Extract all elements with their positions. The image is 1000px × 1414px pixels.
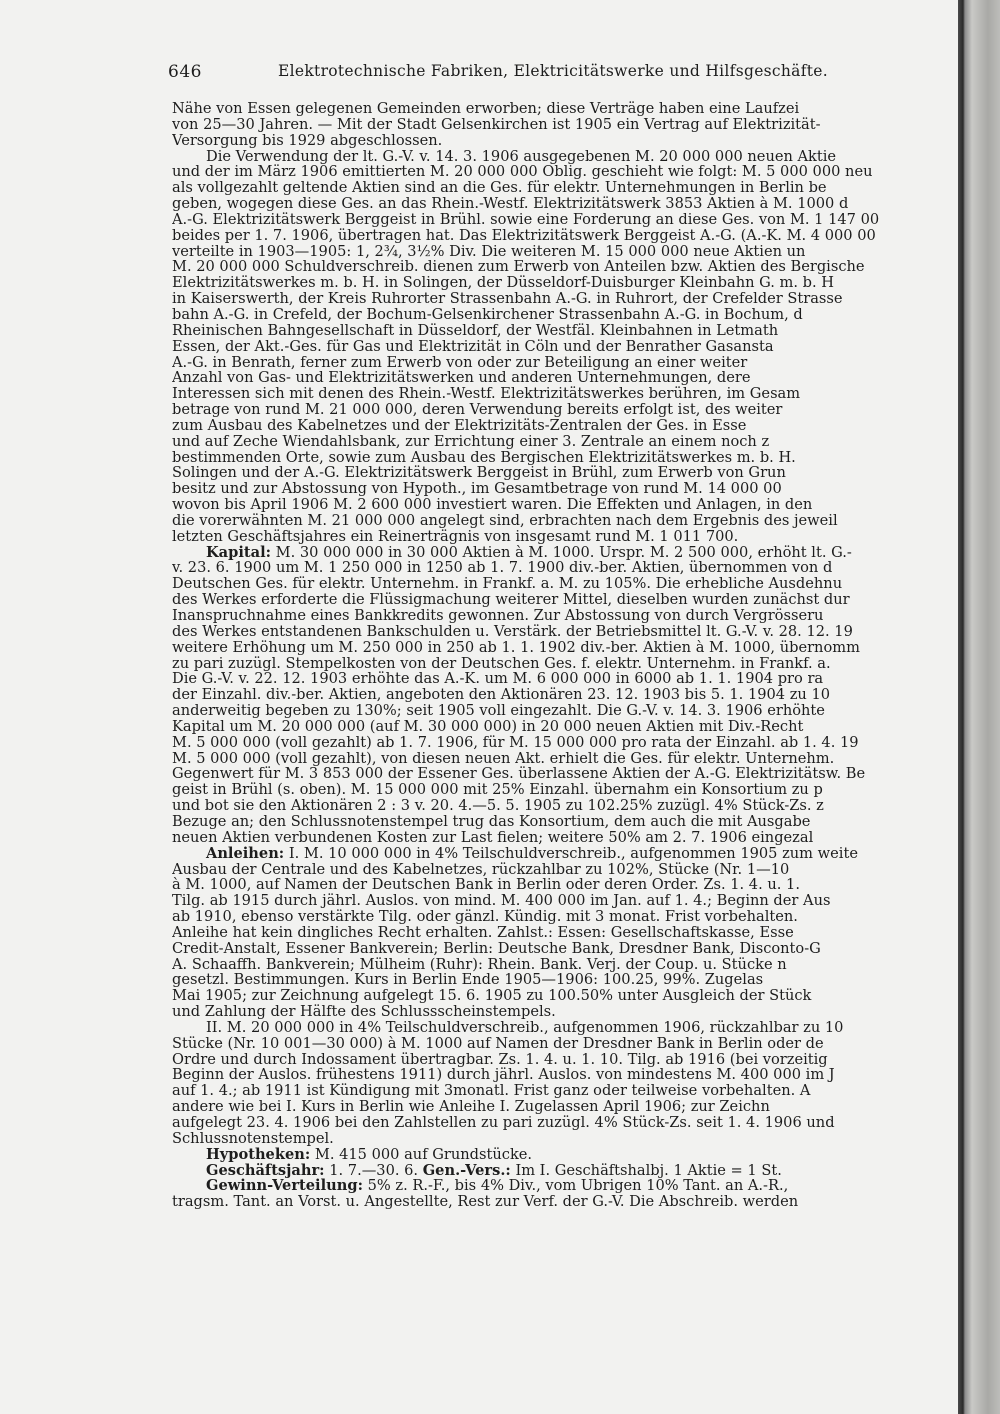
text-line <box>172 640 962 656</box>
text-line <box>172 1163 962 1179</box>
section-label: Kapital: <box>206 544 272 561</box>
text-line <box>172 1147 962 1163</box>
line-text: aufgelegt 23. 4. 1906 bei den Zahlstellen zu pari zuzügl. 4% Stück-Zs. seit 1. 4. 1906 und <box>172 1115 835 1131</box>
text-line <box>172 164 962 180</box>
text-line <box>172 307 962 323</box>
line-text: Schlussnotenstempel. <box>172 1130 334 1147</box>
line-text: Versorgung bis 1929 abgeschlossen. <box>172 132 443 149</box>
line-text: Mai 1905; zur Zeichnung aufgelegt 15. 6. 1905 zu 100.50% unter Ausgleich der Stück <box>172 988 812 1005</box>
section-label: Gen.-Vers.: <box>422 1162 511 1179</box>
text-line <box>172 576 962 592</box>
text-line <box>172 798 962 814</box>
text-line <box>172 909 962 925</box>
text-line <box>172 719 962 735</box>
line-text: geben, wogegen diese Ges. an das Rhein.-Westf. Elektrizitätswerk 3853 Aktien à M. 1000 d <box>172 196 849 212</box>
line-text: Ordre und durch Indossament übertragbar. Zs. 1. 4. u. 1. 10. Tilg. ab 1916 (bei vorzeitig <box>172 1051 828 1068</box>
text-line <box>172 545 962 561</box>
text-line <box>172 893 962 909</box>
line-text: besitz und zur Abstossung von Hypoth., im Gesamtbetrage von rund M. 14 000 00 <box>172 481 782 498</box>
line-text: die vorerwähnten M. 21 000 000 angelegt sind, erbrachten nach dem Ergebnis des jeweil <box>172 512 838 529</box>
text-line <box>172 1020 962 1036</box>
line-text: M. 30 000 000 in 30 000 Aktien à M. 1000. Urspr. M. 2 500 000, erhöht lt. G.- <box>275 544 852 561</box>
text-line <box>172 671 962 687</box>
text-line <box>172 1036 962 1052</box>
text-line <box>172 196 962 212</box>
line-text: des Werkes erforderte die Flüssigmachung weiterer Mittel, dieselben wurden zunächst dur <box>172 592 850 608</box>
line-text: A.-G. Elektrizitätswerk Berggeist in Brühl. sowie eine Forderung an diese Ges. von M. 1 147 00 <box>172 211 880 228</box>
line-text: M. 415 000 auf Grundstücke. <box>314 1146 533 1163</box>
text-line <box>172 656 962 672</box>
text-line <box>172 212 962 228</box>
line-text: beides per 1. 7. 1906, übertragen hat. Das Elektrizitätswerk Berggeist A.-G. (A.-K. M. 4 000 00 <box>172 227 876 244</box>
line-text: geist in Brühl (s. oben). M. 15 000 000 mit 25% Einzahl. übernahm ein Konsortium zu p <box>172 782 823 799</box>
line-text: Nähe von Essen gelegenen Gemeinden erworben; diese Verträge haben eine Laufzei <box>172 101 800 117</box>
text-line <box>172 386 962 402</box>
text-line <box>172 418 962 434</box>
text-line <box>172 291 962 307</box>
line-text: I. M. 10 000 000 in 4% Teilschuldverschreib., aufgenommen 1905 zum weite <box>288 845 858 862</box>
text-line <box>172 481 962 497</box>
text-line <box>172 703 962 719</box>
section-label: Anleihen: <box>206 845 285 862</box>
text-line <box>172 608 962 624</box>
line-text: Solingen und der A.-G. Elektrizitätswerk Berggeist in Brühl, zum Erwerb von Grun <box>172 465 786 482</box>
line-text: anderweitig begeben zu 130%; seit 1905 voll eingezahlt. Die G.-V. v. 14. 3. 1906 erhöhte <box>172 703 825 719</box>
line-text: zum Ausbau des Kabelnetzes und der Elektrizitäts-Zentralen der Ges. in Esse <box>172 417 747 434</box>
line-text: des Werkes entstandenen Bankschulden u. Verstärk. der Betriebsmittel lt. G.-V. v. 28. 12. 19 <box>172 623 853 640</box>
text-line <box>172 735 962 751</box>
body-text <box>172 101 962 1391</box>
text-line <box>172 244 962 260</box>
running-title: Elektrotechnische Fabriken, Elektricitätswerke und Hilfsgeschäfte. <box>278 62 828 80</box>
section-label: Gewinn-Verteilung: <box>206 1178 363 1195</box>
line-text: neuen Aktien verbundenen Kosten zur Last fielen; weitere 50% am 2. 7. 1906 eingezal <box>172 829 814 846</box>
line-text: Anzahl von Gas- und Elektrizitätswerken und anderen Unternehmungen, dere <box>172 370 751 387</box>
line-text: zu pari zuzügl. Stempelkosten von der Deutschen Ges. f. elektr. Unternehm. in Frankf. a. <box>172 655 831 672</box>
text-line <box>172 1052 962 1068</box>
line-text: Die G.-V. v. 22. 12. 1903 erhöhte das A.-K. um M. 6 000 000 in 6000 ab 1. 1. 1904 pro ra <box>172 671 824 688</box>
line-text: und auf Zeche Wiendahlsbank, zur Errichtung einer 3. Zentrale an einem noch z <box>172 433 770 450</box>
page-edge-shadow <box>958 0 1000 1414</box>
text-line <box>172 830 962 846</box>
text-line <box>172 180 962 196</box>
text-line <box>172 814 962 830</box>
text-line <box>172 972 962 988</box>
section-label: Geschäftsjahr: <box>206 1162 325 1179</box>
line-text: Credit-Anstalt, Essener Bankverein; Berlin: Deutsche Bank, Dresdner Bank, Disconto-G <box>172 940 821 957</box>
text-line <box>172 925 962 941</box>
line-text: gesetzl. Bestimmungen. Kurs in Berlin Ende 1905—1906: 100.25, 99%. Zugelas <box>172 972 764 989</box>
line-text: andere wie bei I. Kurs in Berlin wie Anleihe I. Zugelassen April 1906; zur Zeichn <box>172 1099 770 1115</box>
text-line <box>172 862 962 878</box>
text-line <box>172 624 962 640</box>
line-text: Im I. Geschäftshalbj. 1 Aktie = 1 St. <box>515 1162 782 1179</box>
text-line <box>172 275 962 291</box>
line-text: der Einzahl. div.-ber. Aktien, angeboten den Aktionären 23. 12. 1903 bis 5. 1. 1904 zu 10 <box>172 687 831 704</box>
line-text: M. 5 000 000 (voll gezahlt), von diesen neuen Akt. erhielt die Ges. für elektr. Unternehm. <box>172 750 835 767</box>
line-text: Die Verwendung der lt. G.-V. v. 14. 3. 1906 ausgegebenen M. 20 000 000 neuen Aktie <box>206 148 837 165</box>
text-line <box>172 766 962 782</box>
line-text: à M. 1000, auf Namen der Deutschen Bank in Berlin oder deren Order. Zs. 1. 4. u. 1. <box>172 877 800 894</box>
line-text: 5% z. R.-F., bis 4% Div., vom Übrigen 10% Tant. an A.-R., <box>367 1178 789 1195</box>
text-line <box>172 133 962 149</box>
text-line <box>172 465 962 481</box>
text-line <box>172 339 962 355</box>
line-text: ab 1910, ebenso verstärkte Tilg. oder gänzl. Kündig. mit 3 monat. Frist vorbehalten. <box>172 909 798 925</box>
line-text: Anleihe hat kein dingliches Recht erhalten. Zahlst.: Essen: Gesellschaftskasse, Esse <box>172 924 794 941</box>
line-text: bestimmenden Orte, sowie zum Ausbau des Bergischen Elektrizitätswerkes m. b. H. <box>172 449 796 466</box>
line-text: weitere Erhöhung um M. 250 000 in 250 ab 1. 1. 1902 div.-ber. Aktien à M. 1000, übernomm <box>172 639 860 656</box>
text-line <box>172 513 962 529</box>
line-text: bahn A.-G. in Crefeld, der Bochum-Gelsenkirchener Strassenbahn A.-G. in Bochum, d <box>172 306 803 323</box>
text-line <box>172 497 962 513</box>
line-text: verteilte in 1903—1905: 1, 2¾, 3½% Div. Die weiteren M. 15 000 000 neue Aktien un <box>172 243 806 260</box>
text-line <box>172 402 962 418</box>
text-line <box>172 1067 962 1083</box>
text-line <box>172 228 962 244</box>
text-line <box>172 1131 962 1147</box>
text-line <box>172 529 962 545</box>
line-text: und bot sie den Aktionären 2 : 3 v. 20. 4.—5. 5. 1905 zu 102.25% zuzügl. 4% Stück-Zs. z <box>172 798 824 814</box>
text-line <box>172 988 962 1004</box>
line-text: Beginn der Auslos. frühestens 1911) durch jährl. Auslos. von mindestens M. 400 000 im J <box>172 1067 835 1084</box>
line-text: betrage von rund M. 21 000 000, deren Verwendung bereits erfolgt ist, des weiter <box>172 402 783 418</box>
line-text: Interessen sich mit denen des Rhein.-Westf. Elektrizitätswerkes berühren, im Gesam <box>172 386 801 403</box>
text-line <box>172 370 962 386</box>
text-line <box>172 1099 962 1115</box>
line-text: Essen, der Akt.-Ges. für Gas und Elektrizität in Cöln und der Benrather Gasansta <box>172 338 774 355</box>
text-line <box>172 957 962 973</box>
line-text: Stücke (Nr. 10 001—30 000) à M. 1000 auf Namen der Dresdner Bank in Berlin oder de <box>172 1035 824 1052</box>
text-line <box>172 592 962 608</box>
text-line <box>172 117 962 133</box>
line-text: M. 20 000 000 Schuldverschreib. dienen zum Erwerb von Anteilen bzw. Aktien des Bergische <box>172 259 865 276</box>
line-text: letzten Geschäftsjahres ein Reinerträgnis von insgesamt rund M. 1 011 700. <box>172 528 739 545</box>
line-text: als vollgezahlt geltende Aktien sind an die Ges. für elektr. Unternehmungen in Berlin be <box>172 180 827 197</box>
section-label: Hypotheken: <box>206 1146 311 1163</box>
line-text: Rheinischen Bahngesellschaft in Düsseldorf, der Westfäl. Kleinbahnen in Letmath <box>172 322 779 339</box>
line-text: von 25—30 Jahren. — Mit der Stadt Gelsenkirchen ist 1905 ein Vertrag auf Elektrizität- <box>172 116 821 133</box>
text-line <box>172 751 962 767</box>
line-text: A. Schaaffh. Bankverein; Mülheim (Ruhr): Rhein. Bank. Verj. der Coup. u. Stücke n <box>172 956 787 973</box>
text-line <box>172 434 962 450</box>
line-text: auf 1. 4.; ab 1911 ist Kündigung mit 3monatl. Frist ganz oder teilweise vorbehalten. A <box>172 1083 811 1100</box>
line-text: Ausbau der Centrale und des Kabelnetzes, rückzahlbar zu 102%, Stücke (Nr. 1—10 <box>172 861 790 878</box>
line-text: wovon bis April 1906 M. 2 600 000 investiert waren. Die Effekten und Anlagen, in den <box>172 497 813 513</box>
text-line <box>172 101 962 117</box>
text-line <box>172 877 962 893</box>
line-text: 1. 7.—30. 6. <box>329 1162 419 1179</box>
text-line <box>172 355 962 371</box>
text-line <box>172 782 962 798</box>
line-text: und der im März 1906 emittierten M. 20 000 000 Oblig. geschieht wie folgt: M. 5 000 000 neu <box>172 164 873 181</box>
line-text: Inanspruchnahme eines Bankkredits gewonnen. Zur Abstossung von durch Vergrösseru <box>172 608 824 624</box>
text-line <box>172 1083 962 1099</box>
text-line <box>172 560 962 576</box>
page-number: 646 <box>168 62 202 82</box>
line-text: M. 5 000 000 (voll gezahlt) ab 1. 7. 1906, für M. 15 000 000 pro rata der Einzahl. ab 1. 4. 19 <box>172 734 859 751</box>
text-line <box>172 687 962 703</box>
line-text: A.-G. in Benrath, ferner zum Erwerb von oder zur Beteiligung an einer weiter <box>172 354 748 371</box>
line-text: Tilg. ab 1915 durch jährl. Auslos. von mind. M. 400 000 im Jan. auf 1. 4.; Beginn der Aus <box>172 893 831 910</box>
line-text: Gegenwert für M. 3 853 000 der Essener Ges. überlassene Aktien der A.-G. Elektrizitätsw. Be <box>172 766 866 783</box>
line-text: Deutschen Ges. für elektr. Unternehm. in Frankf. a. M. zu 105%. Die erhebliche Ausdehnu <box>172 576 843 593</box>
text-line <box>172 323 962 339</box>
line-text: Kapital um M. 20 000 000 (auf M. 30 000 000) in 20 000 neuen Aktien mit Div.-Recht <box>172 718 804 735</box>
line-text: Bezuge an; den Schlussnotenstempel trug das Konsortium, dem auch die mit Ausgabe <box>172 813 811 830</box>
text-line <box>172 1178 962 1194</box>
text-line <box>172 450 962 466</box>
text-line <box>172 846 962 862</box>
line-text: und Zahlung der Hälfte des Schlussscheinstempels. <box>172 1004 556 1020</box>
text-line <box>172 1194 962 1210</box>
line-text: II. M. 20 000 000 in 4% Teilschuldverschreib., aufgenommen 1906, rückzahlbar zu 10 <box>206 1019 844 1036</box>
line-text: v. 23. 6. 1900 um M. 1 250 000 in 1250 ab 1. 7. 1900 div.-ber. Aktien, übernommen von d <box>172 560 833 577</box>
line-text: tragsm. Tant. an Vorst. u. Angestellte, Rest zur Verf. der G.-V. Die Abschreib. werden <box>172 1194 799 1211</box>
text-line <box>172 259 962 275</box>
text-line <box>172 149 962 165</box>
text-line <box>172 1004 962 1020</box>
text-line <box>172 941 962 957</box>
line-text: in Kaiserswerth, der Kreis Ruhrorter Strassenbahn A.-G. in Ruhrort, der Crefelder Strasse <box>172 291 843 307</box>
text-line <box>172 1115 962 1131</box>
line-text: Elektrizitätswerkes m. b. H. in Solingen, der Düsseldorf-Duisburger Kleinbahn G. m. b. H <box>172 275 835 292</box>
